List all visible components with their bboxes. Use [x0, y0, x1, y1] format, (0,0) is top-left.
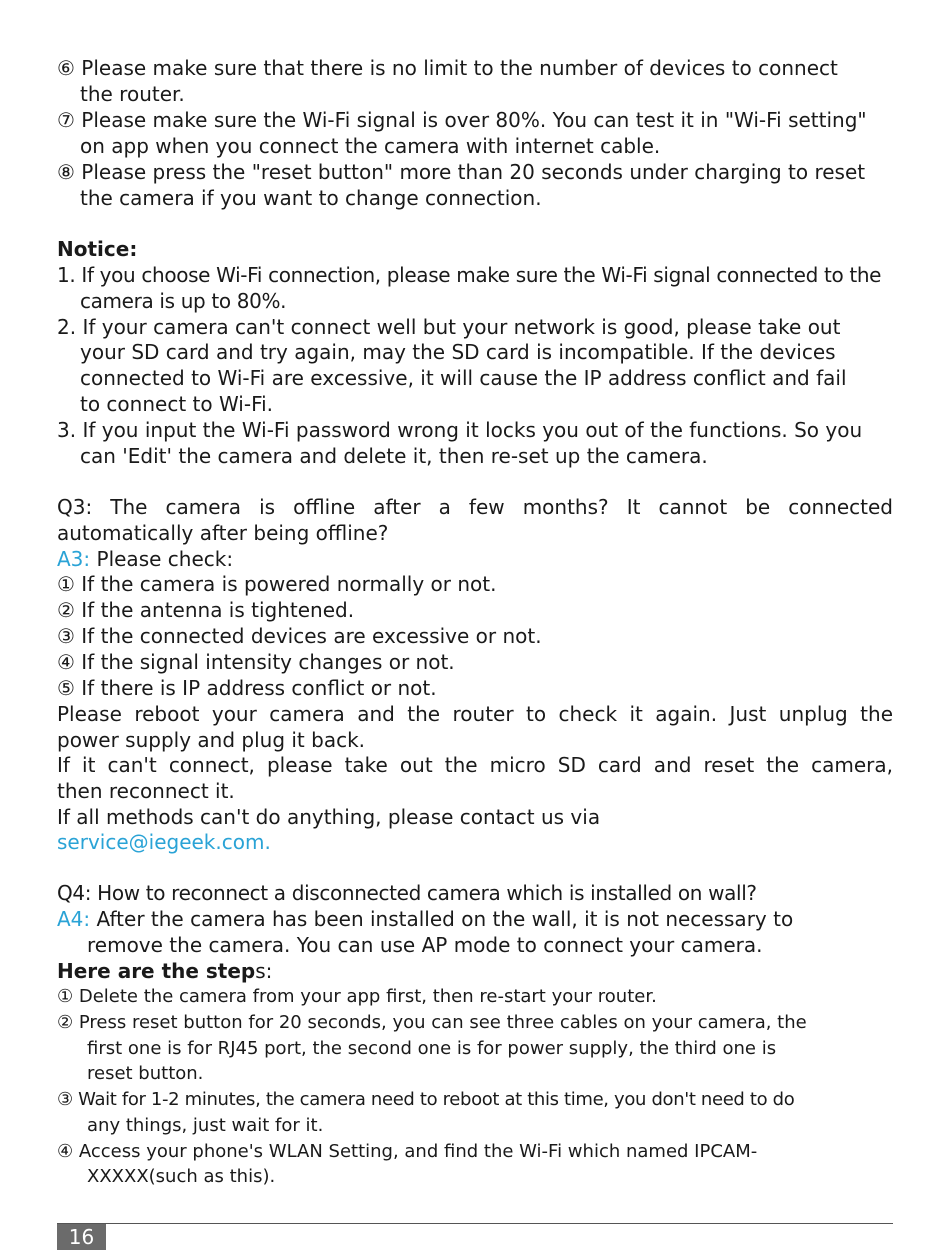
notice-line: 2. If your camera can't connect well but your network is good, please take out [57, 315, 841, 339]
q3-answer [57, 546, 233, 572]
notice-line: camera is up to 80%. [80, 289, 287, 313]
notice-line: 3. If you input the Wi-Fi password wrong it locks you out of the functions. So you [57, 418, 863, 442]
notice-heading: Notice: [57, 237, 138, 261]
q4-answer-line1 [57, 906, 793, 932]
footer-divider [57, 1223, 893, 1224]
item-7-line1: ⑦ Please make sure the Wi-Fi signal is over 80%. You can test it in "Wi-Fi setting" [57, 108, 867, 132]
steps-heading [57, 958, 272, 984]
q3-question-line2: automatically after being offline? [57, 521, 389, 545]
q3-sd-line1: If it can't connect, please take out the micro SD card and reset the camera, [57, 753, 893, 777]
steps-heading-bold: Here are the step [57, 959, 256, 983]
q3-check-item: ③ If the connected devices are excessive or not. [57, 624, 542, 648]
steps-heading-rest: s: [255, 959, 273, 983]
q4-step-line: any things, just wait for it. [87, 1115, 324, 1136]
q3-check-item: ① If the camera is powered normally or not. [57, 572, 497, 596]
notice-line: your SD card and try again, may the SD card is incompatible. If the devices [80, 340, 836, 364]
q3-question-line1: Q3: The camera is offline after a few months? It cannot be connected [57, 495, 893, 519]
page-number: 16 [57, 1224, 106, 1250]
q3-contact-line: If all methods can't do anything, please contact us via [57, 805, 601, 829]
item-7-line2: on app when you connect the camera with internet cable. [80, 134, 661, 158]
q4-step-line: ④ Access your phone's WLAN Setting, and find the Wi-Fi which named IPCAM- [57, 1141, 758, 1162]
notice-line: can 'Edit' the camera and delete it, then re-set up the camera. [80, 444, 708, 468]
notice-line: connected to Wi-Fi are excessive, it will cause the IP address conflict and fail [80, 366, 847, 390]
q4-step-line: XXXXX(such as this). [87, 1166, 276, 1187]
q4-answer-text: After the camera has been installed on the wall, it is not necessary to [90, 907, 794, 931]
q4-step-line: ① Delete the camera from your app first, then re-start your router. [57, 986, 657, 1007]
q3-check-item: ⑤ If there is IP address conflict or not. [57, 676, 437, 700]
support-email-link[interactable]: service@iegeek.com. [57, 830, 271, 854]
q3-answer-label: A3: [57, 547, 91, 571]
item-8-line2: the camera if you want to change connection. [80, 186, 542, 210]
q3-reboot-line1: Please reboot your camera and the router to check it again. Just unplug the [57, 702, 893, 726]
q4-answer-line2: remove the camera. You can use AP mode to connect your camera. [87, 933, 763, 957]
q4-step-line: first one is for RJ45 port, the second one is for power supply, the third one is [87, 1038, 777, 1059]
q3-sd-line2: then reconnect it. [57, 779, 235, 803]
item-6-line2: the router. [80, 82, 185, 106]
q4-question: Q4: How to reconnect a disconnected camera which is installed on wall? [57, 881, 757, 905]
q3-check-item: ④ If the signal intensity changes or not. [57, 650, 455, 674]
q4-step-line: ③ Wait for 1-2 minutes, the camera need to reboot at this time, you don't need to do [57, 1089, 795, 1110]
notice-line: 1. If you choose Wi-Fi connection, please make sure the Wi-Fi signal connected to the [57, 263, 882, 287]
q4-answer-label: A4: [57, 907, 91, 931]
item-6-line1: ⑥ Please make sure that there is no limit to the number of devices to connect [57, 56, 838, 80]
item-8-line1: ⑧ Please press the "reset button" more than 20 seconds under charging to reset [57, 160, 866, 184]
q4-step-line: reset button. [87, 1063, 204, 1084]
notice-line: to connect to Wi-Fi. [80, 392, 274, 416]
q3-answer-text: Please check: [90, 547, 234, 571]
q4-step-line: ② Press reset button for 20 seconds, you can see three cables on your camera, the [57, 1012, 807, 1033]
q3-check-item: ② If the antenna is tightened. [57, 598, 355, 622]
q3-reboot-line2: power supply and plug it back. [57, 728, 366, 752]
